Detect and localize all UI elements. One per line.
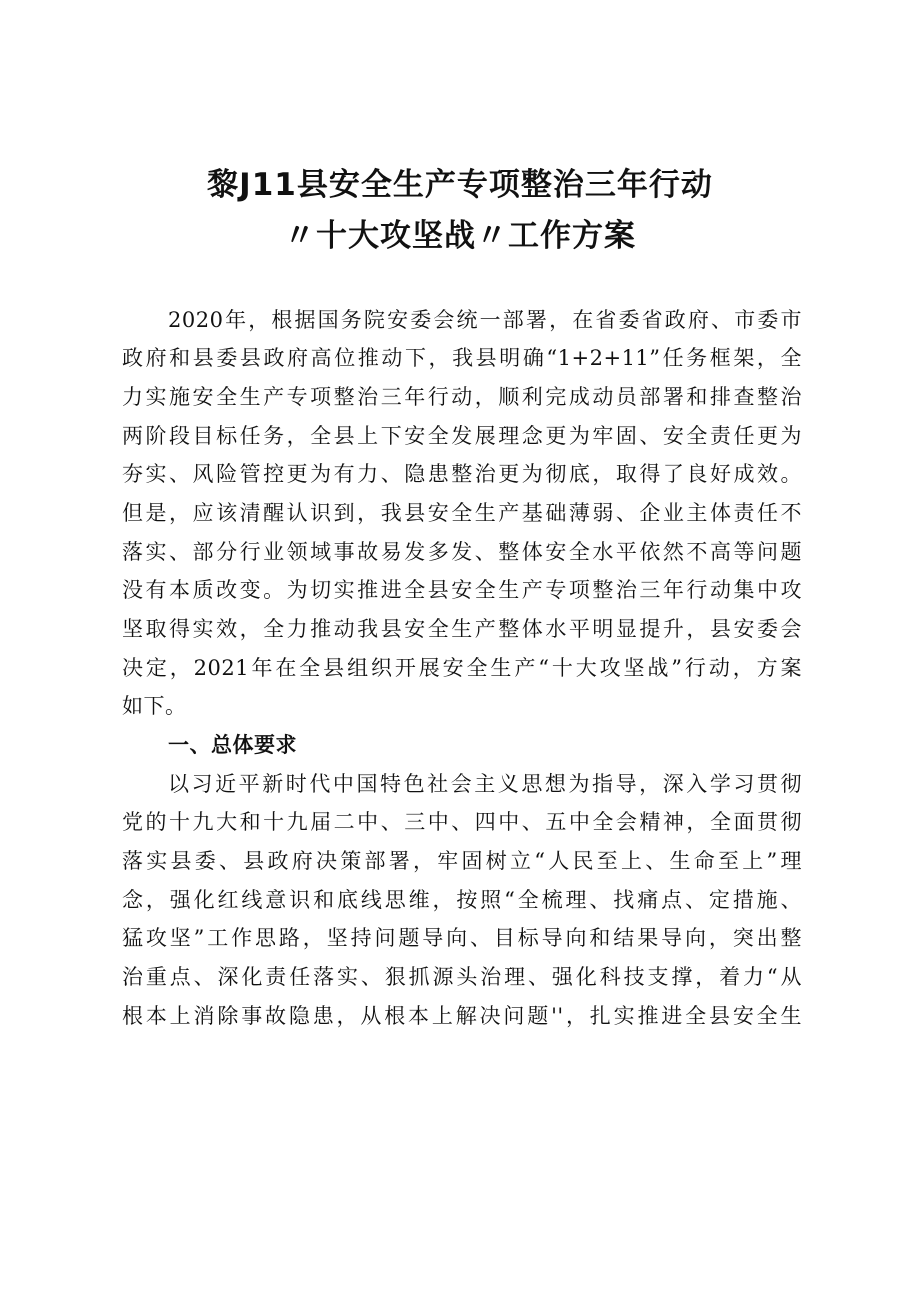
paragraph-1-line: 夯实、风险管控更为有力、隐患整治更为彻底，取得了良好成效。 <box>122 462 802 486</box>
document-title-line-1: 黎J11县安全生产专项整治三年行动 <box>207 167 713 203</box>
paragraph-1-line: 没有本质改变。为切实推进全县安全生产专项整治三年行动集中攻 <box>122 578 802 602</box>
paragraph-1-line: 但是，应该清醒认识到，我县安全生产基础薄弱、企业主体责任不 <box>122 501 802 525</box>
paragraph-2-line: 落实县委、县政府决策部署，牢固树立“人民至上、生命至上”理 <box>122 849 802 873</box>
paragraph-2-line: 以习近平新时代中国特色社会主义思想为指导，深入学习贯彻 <box>168 772 802 796</box>
paragraph-2-line: 治重点、深化责任落实、狠抓源头治理、强化科技支撑，着力“从 <box>122 965 802 989</box>
paragraph-1-line: 落实、部分行业领域事故易发多发、整体安全水平依然不高等问题 <box>122 540 802 564</box>
paragraph-2-line: 念，强化红线意识和底线思维，按照“全梳理、找痛点、定措施、 <box>122 888 802 912</box>
document-title-line-2: 〃十大攻坚战〃工作方案 <box>284 218 636 254</box>
paragraph-1-line: 2020年，根据国务院安委会统一部署，在省委省政府、市委市 <box>168 308 802 332</box>
paragraph-1-line: 决定，2021年在全县组织开展安全生产“十大攻坚战”行动，方案 <box>122 656 802 680</box>
paragraph-2-line: 猛攻坚”工作思路，坚持问题导向、目标导向和结果导向，突出整 <box>122 926 802 950</box>
paragraph-1-line: 力实施安全生产专项整治三年行动，顺利完成动员部署和排查整治 <box>122 385 802 409</box>
paragraph-2-line: 党的十九大和十九届二中、三中、四中、五中全会精神，全面贯彻 <box>122 810 802 834</box>
paragraph-1-line: 坚取得实效，全力推动我县安全生产整体水平明显提升，县安委会 <box>122 617 802 641</box>
paragraph-1-line: 政府和县委县政府高位推动下，我县明确“1+2+11”任务框架，全 <box>122 346 802 370</box>
paragraph-1-line: 两阶段目标任务，全县上下安全发展理念更为牢固、安全责任更为 <box>122 424 802 448</box>
paragraph-2-line: 根本上消除事故隐患，从根本上解决问题''，扎实推进全县安全生 <box>122 1004 802 1028</box>
section-1-heading: 一、总体要求 <box>168 733 297 757</box>
paragraph-1-line: 如下。 <box>122 694 187 718</box>
